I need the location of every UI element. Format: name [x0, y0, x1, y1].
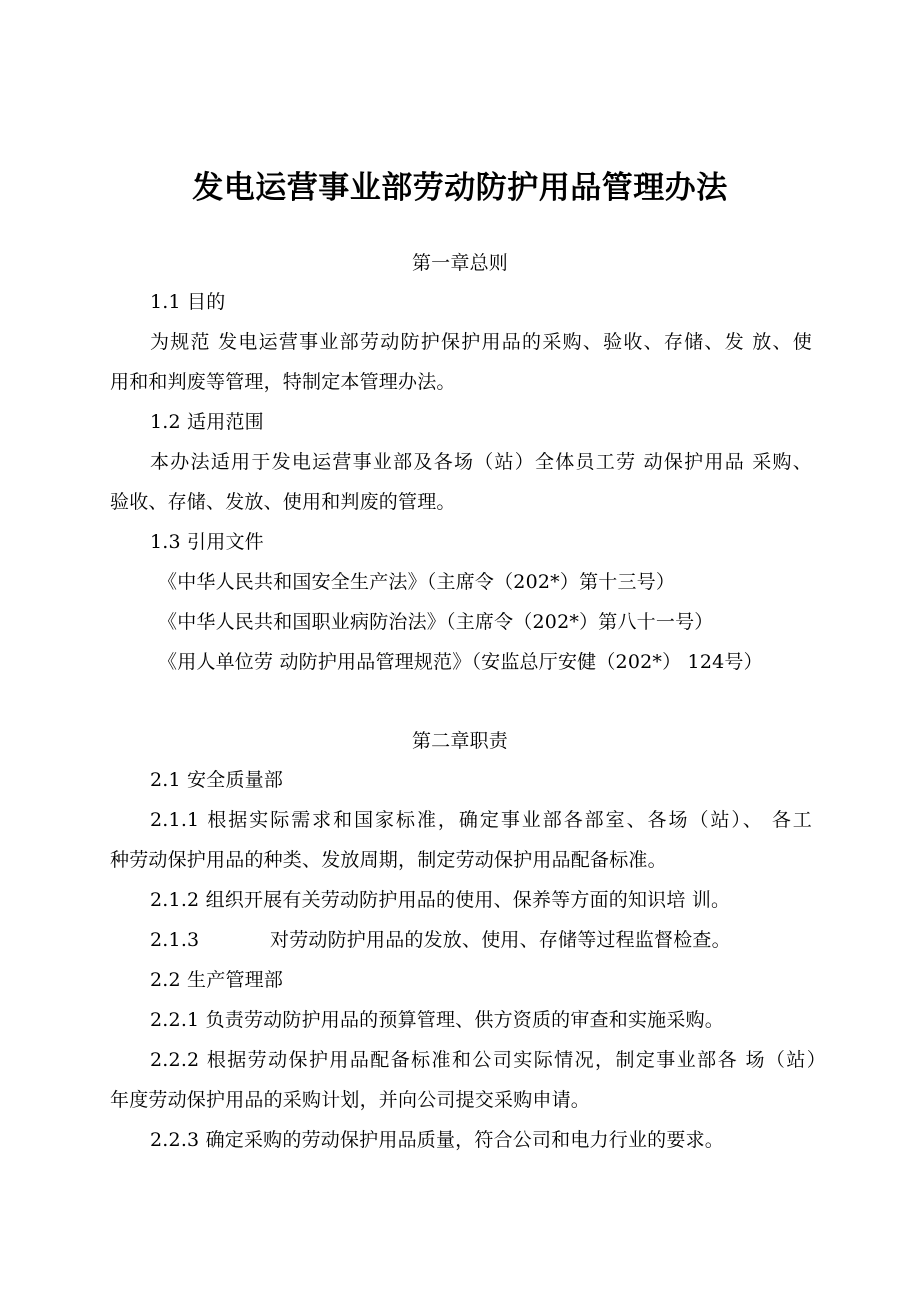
item-2-1-2: 2.1.2 组织开展有关劳动防护用品的使用、保养等方面的知识培 训。 — [150, 889, 731, 911]
reference-item: 《中华人民共和国职业病防治法》（主席令（202*）第八十一号） — [158, 611, 714, 633]
section-1-1-paragraph-line-1: 为规范 发电运营事业部劳动防护保护用品的采购、验收、存储、发 放、使 — [150, 331, 812, 353]
chapter-1-heading: 第一章总则 — [411, 252, 508, 274]
item-2-2-2-line-2: 年度劳动保护用品的采购计划，并向公司提交采购申请。 — [110, 1089, 591, 1111]
item-2-2-1: 2.2.1 负责劳动防护用品的预算管理、供方资质的审查和实施采购。 — [150, 1009, 724, 1031]
section-2-1-heading: 2.1 安全质量部 — [150, 769, 284, 791]
item-2-1-3-number: 2.1.3 — [150, 929, 200, 951]
section-1-3-heading: 1.3 引用文件 — [150, 531, 264, 553]
item-2-2-2-line-1: 2.2.2 根据劳动保护用品配备标准和公司实际情况，制定事业部各 场（站） — [150, 1049, 826, 1071]
section-1-2-paragraph-line-2: 验收、存储、发放、使用和判废的管理。 — [110, 491, 456, 513]
section-1-2-paragraph-line-1: 本办法适用于发电运营事业部及各场（站）全体员工劳 动保护用品 采购、 — [150, 451, 812, 473]
chapter-2-heading: 第二章职责 — [411, 730, 508, 752]
reference-item: 《用人单位劳 动防护用品管理规范》（安监总厅安健（202*） 124号） — [158, 651, 763, 673]
item-2-1-1-line-1: 2.1.1 根据实际需求和国家标准，确定事业部各部室、各场（站）、 各工 — [150, 809, 812, 831]
section-1-1-paragraph-line-2: 用和和判废等管理，特制定本管理办法。 — [110, 371, 456, 393]
item-2-2-3: 2.2.3 确定采购的劳动保护用品质量，符合公司和电力行业的要求。 — [150, 1129, 724, 1151]
item-2-1-3-text: 对劳动防护用品的发放、使用、存储等过程监督检查。 — [270, 929, 731, 951]
section-2-2-heading: 2.2 生产管理部 — [150, 969, 284, 991]
document-title: 发电运营事业部劳动防护用品管理办法 — [192, 170, 728, 206]
item-2-1-1-line-2: 种劳动保护用品的种类、发放周期，制定劳动保护用品配备标准。 — [110, 849, 667, 871]
section-1-2-heading: 1.2 适用范围 — [150, 411, 264, 433]
section-1-1-heading: 1.1 目的 — [150, 291, 226, 313]
reference-item: 《中华人民共和国安全生产法》（主席令（202*）第十三号） — [158, 571, 676, 593]
